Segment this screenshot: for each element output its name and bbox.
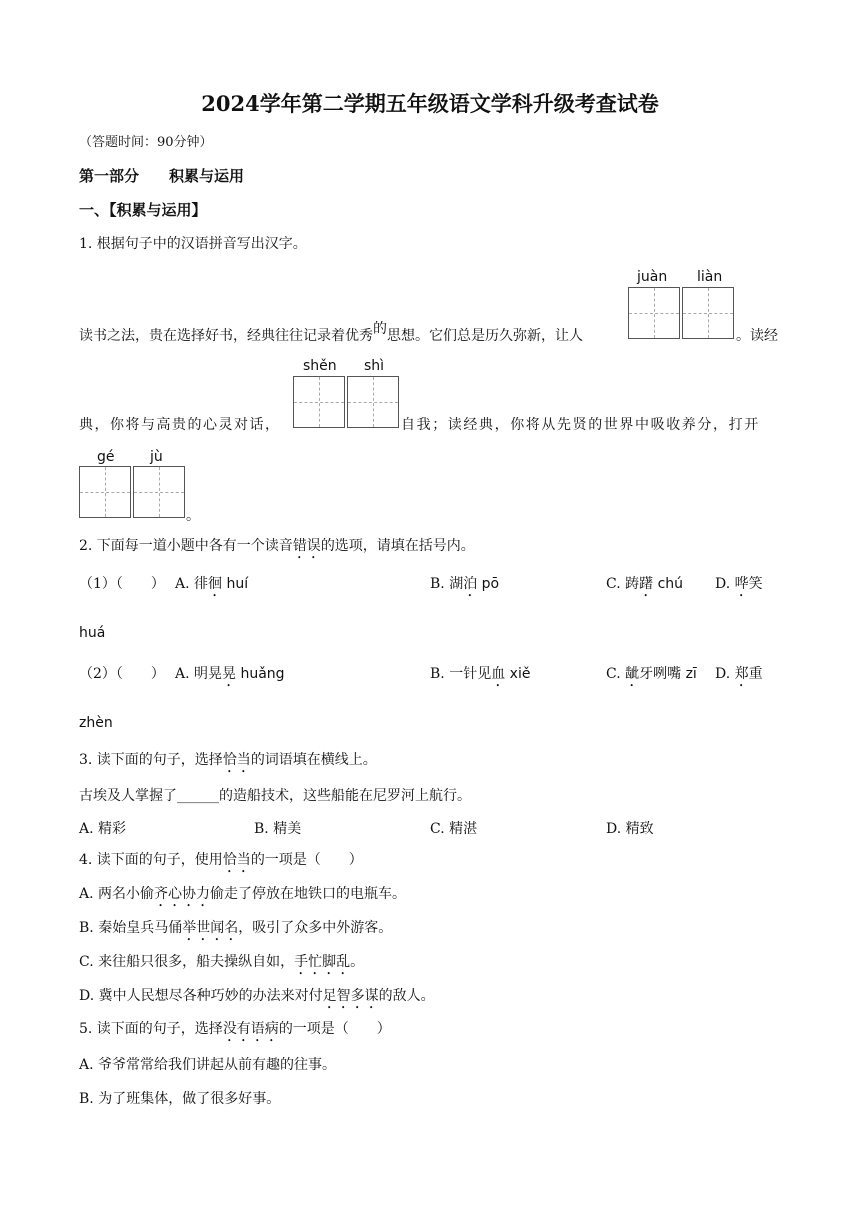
- q2-sub1-number: （1）（ ）: [79, 576, 165, 592]
- q3-stem: 3. 读下面的句子，选择恰当的词语填在横线上。: [79, 752, 377, 768]
- q1-line1: 读书之法，贵在选择好书，经典往往记录着优秀的思想。它们总是历久弥新，让人: [79, 321, 583, 344]
- q1-line2-a: 典，你将与高贵的心灵对话，: [79, 417, 281, 433]
- q4-option-a[interactable]: A. 两名小偷齐心协力偷走了停放在地铁口的电瓶车。: [79, 886, 407, 902]
- q3-option-a[interactable]: A. 精彩: [79, 821, 127, 837]
- q3-option-d[interactable]: D. 精致: [606, 821, 654, 837]
- pinyin-shi: shì: [364, 358, 385, 374]
- q4-option-b[interactable]: B. 秦始皇兵马俑举世闻名，吸引了众多中外游客。: [79, 920, 393, 936]
- exam-title: 2024学年第二学期五年级语文学科升级考查试卷: [201, 91, 659, 116]
- q1-stem: 1. 根据句子中的汉语拼音写出汉字。: [79, 236, 307, 252]
- pinyin-lian: liàn: [697, 269, 723, 285]
- q2-sub2-option-c[interactable]: C. 龇牙咧嘴 zī: [606, 666, 697, 682]
- q5-option-b[interactable]: B. 为了班集体，做了很多好事。: [79, 1091, 281, 1107]
- time-note: （答题时间：90分钟）: [79, 135, 213, 150]
- q2-sub1-option-b[interactable]: B. 湖泊 pō: [430, 576, 500, 592]
- q4-option-d[interactable]: D. 冀中人民想尽各种巧妙的办法来对付足智多谋的敌人。: [79, 988, 435, 1004]
- q1-line1-end: 。读经: [736, 328, 778, 344]
- q5-option-a[interactable]: A. 爷爷常常给我们讲起从前有趣的往事。: [79, 1057, 337, 1073]
- q2-sub2-option-a[interactable]: A. 明晃晃 huǎng: [175, 666, 285, 682]
- q2-sub1-option-d[interactable]: D. 哗笑: [715, 576, 763, 592]
- q2-sub1-option-d-pinyin: huá: [79, 625, 106, 641]
- q1-line2-b: 自我；读经典，你将从先贤的世界中吸收养分，打开: [401, 417, 760, 433]
- pinyin-ju: jù: [150, 449, 163, 465]
- q3-sentence: 古埃及人掌握了______的造船技术，这些船能在尼罗河上航行。: [79, 788, 471, 804]
- q1-line3-end: 。: [186, 508, 200, 524]
- section-heading: 一、【积累与运用】: [79, 201, 207, 219]
- q2-sub2-option-b[interactable]: B. 一针见血 xiě: [430, 666, 531, 682]
- answer-grid-box[interactable]: [293, 376, 345, 428]
- q3-option-b[interactable]: B. 精美: [254, 821, 302, 837]
- q2-sub1-option-a[interactable]: A. 徘徊 huí: [175, 576, 249, 592]
- q4-stem: 4. 读下面的句子，使用恰当的一项是（ ）: [79, 852, 363, 868]
- answer-grid-box[interactable]: [133, 466, 185, 518]
- pinyin-juan: juàn: [637, 269, 668, 285]
- q2-stem: 2. 下面每一道小题中各有一个读音错误的选项，请填在括号内。: [79, 538, 475, 554]
- q2-sub2-option-d[interactable]: D. 郑重: [715, 666, 763, 682]
- answer-grid-box[interactable]: [79, 466, 131, 518]
- q2-sub1-option-c[interactable]: C. 踌躇 chú: [606, 576, 684, 592]
- part-heading: 第一部分 积累与运用: [79, 167, 245, 185]
- q3-option-c[interactable]: C. 精湛: [430, 821, 478, 837]
- pinyin-ge: gé: [97, 449, 115, 465]
- answer-grid-box[interactable]: [628, 287, 680, 339]
- q2-sub2-option-d-pinyin: zhèn: [79, 715, 113, 731]
- q5-stem: 5. 读下面的句子，选择没有语病的一项是（ ）: [79, 1021, 391, 1037]
- pinyin-shen: shěn: [303, 358, 337, 374]
- answer-grid-box[interactable]: [347, 376, 399, 428]
- q2-sub2-number: （2）（ ）: [79, 666, 165, 682]
- answer-grid-box[interactable]: [682, 287, 734, 339]
- q4-option-c[interactable]: C. 来往船只很多，船夫操纵自如，手忙脚乱。: [79, 954, 365, 970]
